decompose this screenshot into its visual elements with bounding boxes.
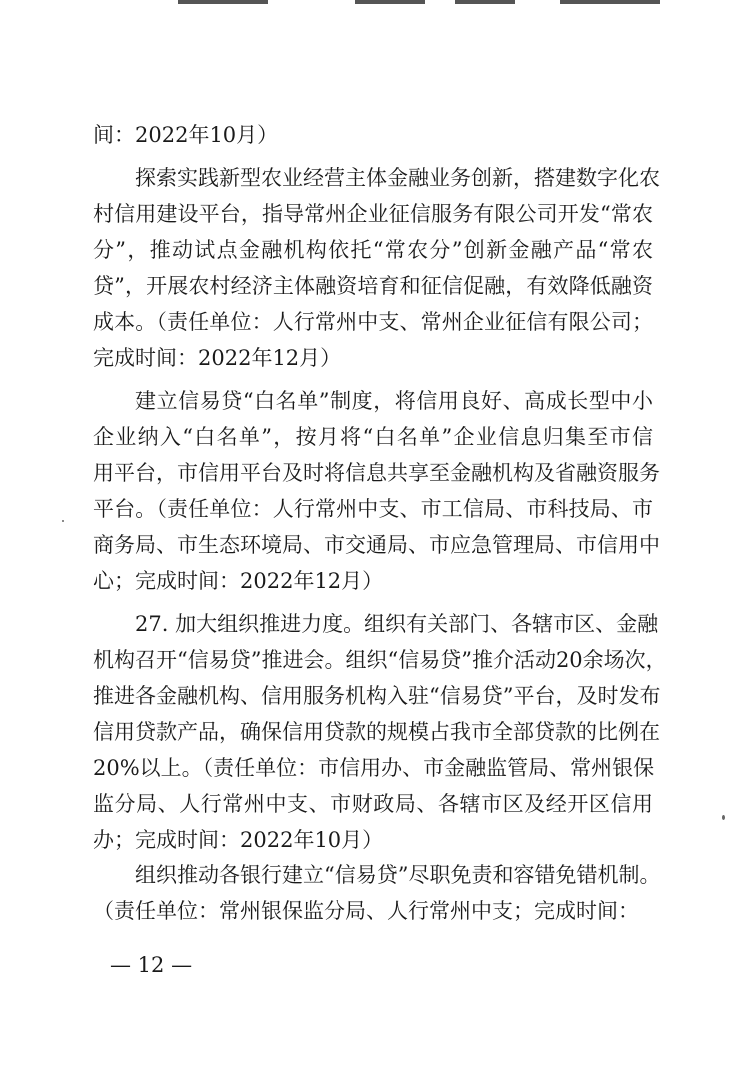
text-line: 办；完成时间：2022年10月） (93, 828, 384, 852)
text-line: 建立信易贷“白名单”制度，将信用良好、高成长型中小 (135, 389, 653, 413)
scan-artifact (455, 0, 515, 4)
scan-speck (62, 520, 64, 522)
text-line: 推进各金融机构、信用服务机构入驻“信易贷”平台，及时发布 (93, 684, 661, 708)
scan-artifact (560, 0, 660, 4)
text-line: 完成时间：2022年12月） (93, 346, 342, 370)
text-line: 信用贷款产品，确保信用贷款的规模占我市全部贷款的比例在 (93, 720, 660, 744)
text-line: 贷”，开展农村经济主体融资培育和征信促融，有效降低融资 (93, 274, 653, 298)
scan-artifact (178, 0, 268, 4)
text-line: 27. 加大组织推进力度。组织有关部门、各辖市区、金融 (135, 612, 659, 636)
scan-speck (722, 815, 725, 820)
text-line: 监分局、人行常州中支、市财政局、各辖市区及经开区信用 (93, 792, 653, 816)
text-line: 成本。（责任单位：人行常州中支、常州企业征信有限公司； (93, 310, 653, 334)
text-line: 村信用建设平台，指导常州企业征信服务有限公司开发“常农 (93, 202, 653, 226)
text-line: 20%以上。（责任单位：市信用办、市金融监管局、常州银保 (93, 756, 655, 780)
page-number: — 12 — (110, 953, 193, 977)
text-line: 机构召开“信易贷”推进会。组织“信易贷”推介活动20余场次， (93, 648, 667, 672)
text-line: 企业纳入“白名单”，按月将“白名单”企业信息归集至市信 (93, 425, 653, 449)
text-line: 探索实践新型农业经营主体金融业务创新，搭建数字化农 (135, 166, 660, 190)
text-line: （责任单位：常州银保监分局、人行常州中支；完成时间： (93, 899, 639, 923)
text-line: 组织推动各银行建立“信易贷”尽职免责和容错免错机制。 (135, 863, 661, 887)
text-line: 平台。（责任单位：人行常州中支、市工信局、市科技局、市 (93, 497, 653, 521)
text-line: 用平台，市信用平台及时将信息共享至金融机构及省融资服务 (93, 461, 660, 485)
text-line: 商务局、市生态环境局、市交通局、市应急管理局、市信用中 (93, 533, 660, 557)
text-line: 心；完成时间：2022年12月） (93, 569, 384, 593)
scan-artifact (355, 0, 425, 4)
text-line: 间：2022年10月） (93, 123, 279, 147)
text-line: 分”，推动试点金融机构依托“常农分”创新金融产品“常农 (93, 238, 653, 262)
